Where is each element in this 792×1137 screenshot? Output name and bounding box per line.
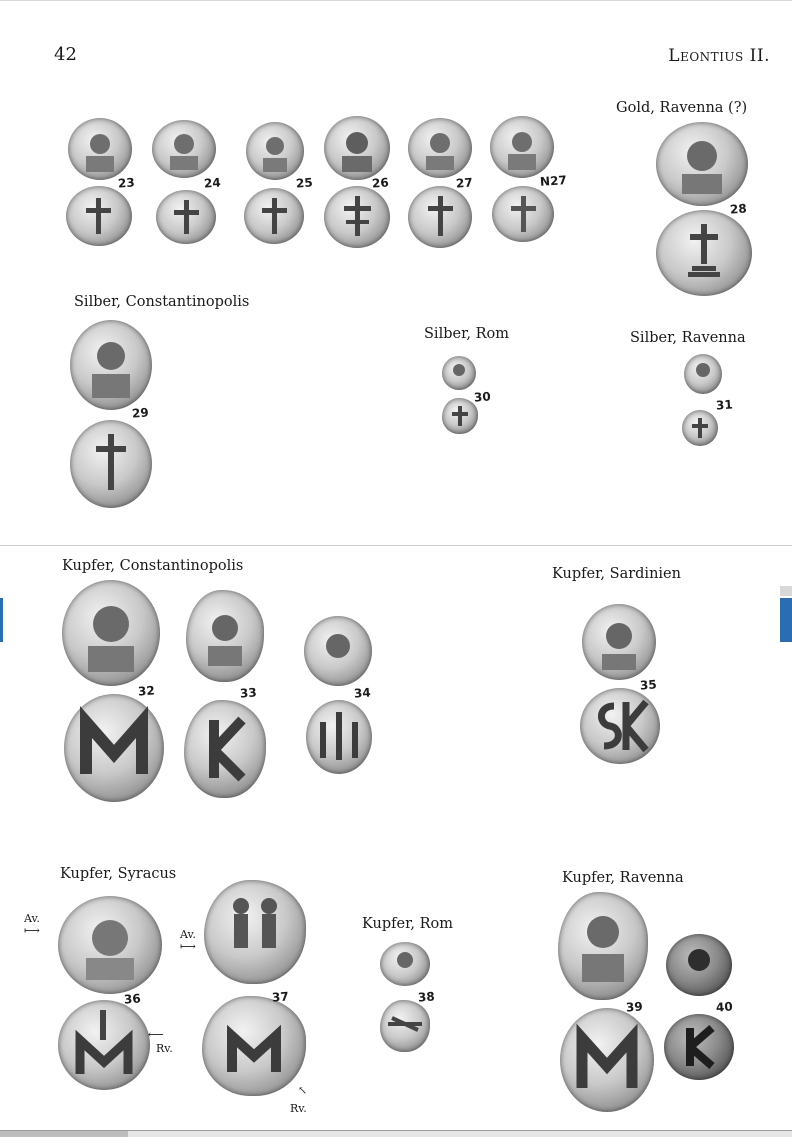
arrow-av-36: ⟼ — [24, 924, 40, 937]
coin-30-reverse — [442, 398, 478, 434]
running-title: Leontius II. — [668, 46, 770, 66]
caption-kupfer-rom: Kupfer, Rom — [362, 916, 454, 932]
coin-34-reverse — [306, 700, 372, 774]
page-number: 42 — [54, 44, 77, 65]
coin-34-obverse — [304, 616, 372, 686]
coin-29-obverse — [70, 320, 152, 410]
coin-number-23: 23 — [117, 175, 136, 191]
coin-40-reverse — [664, 1014, 734, 1080]
coin-number-27: 27 — [455, 175, 474, 191]
coin-23-obverse — [68, 118, 132, 180]
coin-23-reverse — [66, 186, 132, 246]
arrow-rv-37: ↖ — [298, 1084, 308, 1097]
arrow-rv-36: ⟵ — [148, 1028, 164, 1041]
coin-36-reverse — [58, 1000, 150, 1090]
right-edge-bar — [780, 598, 792, 642]
coin-31-obverse — [684, 354, 722, 394]
coin-25-obverse — [246, 122, 304, 180]
coin-number-N27: N27 — [539, 173, 568, 189]
coin-number-39: 39 — [625, 999, 644, 1015]
coin-36-obverse — [58, 896, 162, 994]
caption-silber-rom: Silber, Rom — [424, 326, 510, 342]
coin-N27-reverse — [492, 186, 554, 242]
top-border — [0, 0, 792, 1]
caption-kupfer-constantinopolis: Kupfer, Constantinopolis — [62, 558, 244, 574]
coin-28-obverse — [656, 122, 748, 206]
coin-32-obverse — [62, 580, 160, 686]
coin-number-32: 32 — [137, 683, 156, 699]
caption-kupfer-ravenna: Kupfer, Ravenna — [562, 870, 684, 886]
caption-kupfer-sardinien: Kupfer, Sardinien — [552, 566, 681, 582]
coin-27-reverse — [408, 186, 472, 248]
coin-28-reverse — [656, 210, 752, 296]
label-av-37: Av. — [180, 928, 196, 941]
arrow-av-37: ⟼ — [180, 940, 196, 953]
coin-30-obverse — [442, 356, 476, 390]
coin-32-reverse — [64, 694, 164, 802]
coin-26-obverse — [324, 116, 390, 180]
coin-number-35: 35 — [639, 677, 658, 693]
label-rv-37: Rv. — [290, 1102, 307, 1115]
coin-31-reverse — [682, 410, 718, 446]
coin-37-obverse — [204, 880, 306, 984]
coin-number-37: 37 — [271, 989, 290, 1005]
viewer-status-segment — [0, 1131, 128, 1137]
coin-number-34: 34 — [353, 685, 372, 701]
coin-number-33: 33 — [239, 685, 258, 701]
caption-silber-ravenna: Silber, Ravenna — [630, 330, 746, 346]
coin-33-obverse — [186, 590, 264, 682]
coin-number-40: 40 — [715, 999, 734, 1015]
coin-38-obverse — [380, 942, 430, 986]
coin-number-26: 26 — [371, 175, 390, 191]
coin-33-reverse — [184, 700, 266, 798]
coin-number-30: 30 — [473, 389, 492, 405]
label-av-36: Av. — [24, 912, 40, 925]
coin-26-reverse — [324, 186, 390, 248]
coin-39-reverse — [560, 1008, 654, 1112]
coin-35-reverse — [580, 688, 660, 764]
coin-number-38: 38 — [417, 989, 436, 1005]
coin-number-24: 24 — [203, 175, 222, 191]
coin-25-reverse — [244, 188, 304, 244]
coin-40-obverse — [666, 934, 732, 996]
coin-number-31: 31 — [715, 397, 734, 413]
coin-number-25: 25 — [295, 175, 314, 191]
page-divider — [0, 545, 792, 546]
coin-29-reverse — [70, 420, 152, 508]
coin-27-obverse — [408, 118, 472, 178]
coin-N27-obverse — [490, 116, 554, 178]
caption-kupfer-syracus: Kupfer, Syracus — [60, 866, 177, 882]
left-edge-bar — [0, 598, 3, 642]
coin-number-36: 36 — [123, 991, 142, 1007]
coin-38-reverse — [380, 1000, 430, 1052]
coin-37-reverse — [202, 996, 306, 1096]
coin-35-obverse — [582, 604, 656, 680]
label-rv-36: Rv. — [156, 1042, 173, 1055]
caption-silber-constantinopolis: Silber, Constantinopolis — [74, 294, 250, 310]
coin-number-29: 29 — [131, 405, 150, 421]
coin-24-obverse — [152, 120, 216, 178]
caption-gold-ravenna: Gold, Ravenna (?) — [616, 100, 748, 116]
coin-number-28: 28 — [729, 201, 748, 217]
coin-39-obverse — [558, 892, 648, 1000]
right-edge-strip — [780, 586, 792, 596]
coin-24-reverse — [156, 190, 216, 244]
